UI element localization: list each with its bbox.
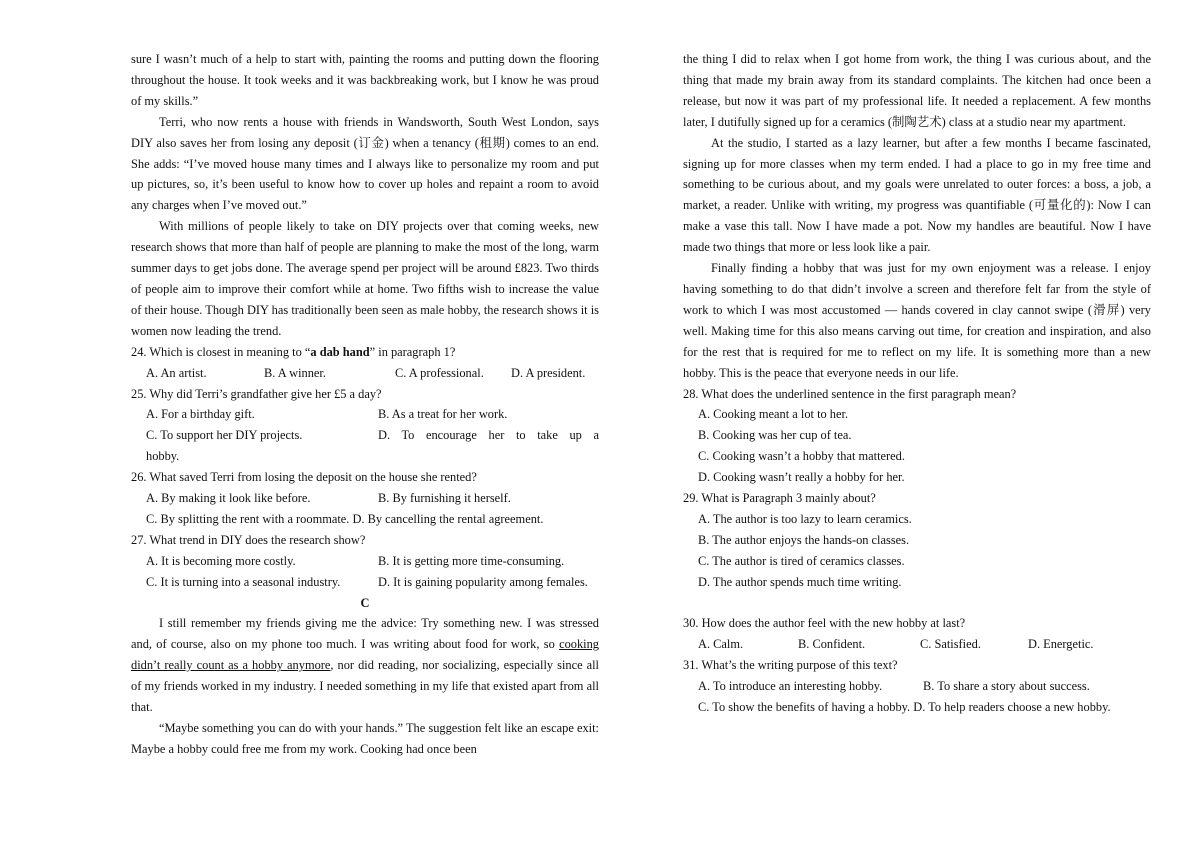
- question-25: 25. Why did Terri’s grandfather give her £5 a day?: [131, 386, 382, 401]
- option-25-c: C. To support her DIY projects.: [146, 428, 303, 443]
- option-29-a: A. The author is too lazy to learn ceramics.: [698, 511, 912, 526]
- section-c-paragraph-1: [131, 613, 599, 718]
- right-paragraph-3: Finally finding a hobby that was just for my own enjoyment was a release. I enjoy having something to do that didn’t involve a screen and therefore felt far from the style of work to which I was most accustomed — hands covered in clay cannot swipe (滑屏) very well. Making time for this also means carving out time, for creation and inspiration, and also for the rest that is required for me to reflect on my life. It is something more than a new hobby. This is the peace that everyone needs in our life.: [683, 261, 1151, 380]
- option-26-b: B. By furnishing it herself.: [378, 491, 511, 506]
- option-25-b: B. As a treat for her work.: [378, 407, 508, 422]
- question-30: 30. How does the author feel with the new hobby at last?: [683, 616, 966, 631]
- option-24-c: C. A professional.: [395, 365, 484, 380]
- option-30-b: B. Confident.: [798, 637, 866, 652]
- question-24-phrase: a dab hand: [310, 344, 370, 359]
- question-31: 31. What’s the writing purpose of this text?: [683, 658, 898, 673]
- option-29-b: B. The author enjoys the hands-on classes.: [698, 532, 910, 547]
- question-27-options-ab: [131, 551, 599, 572]
- section-c-paragraph-2: “Maybe something you can do with your hands.” The suggestion felt like an escape exit: Maybe a hobby could free me from my work. Cooking had once been: [131, 721, 599, 756]
- option-30-d: D. Energetic.: [1028, 637, 1094, 652]
- section-c-paragraph-1-end: , nor did reading, nor socializing, especially since all of my friends worked in my industry. I needed something in my life that existed apart from all that.: [131, 658, 600, 715]
- option-25-d: D. To encourage her to take up a hobby.: [146, 428, 599, 464]
- question-27-options-cd: [131, 572, 599, 593]
- spacer: [683, 593, 1151, 614]
- option-29-d: D. The author spends much time writing.: [698, 574, 902, 589]
- option-31-cd: C. To show the benefits of having a hobby. D. To help readers choose a new hobby.: [698, 700, 1111, 715]
- option-24-a: A. An artist.: [146, 365, 207, 380]
- section-c-heading: C: [360, 595, 370, 610]
- option-24-b: B. A winner.: [264, 365, 326, 380]
- option-28-c: C. Cooking wasn’t a hobby that mattered.: [698, 449, 905, 464]
- left-column: [131, 49, 599, 760]
- option-28-a: A. Cooking meant a lot to her.: [698, 407, 849, 422]
- left-paragraph-1: sure I wasn’t much of a help to start with, painting the rooms and putting down the flooring throughout the house. It took weeks and it was backbreaking work, but I know he was proud of my skills.”: [131, 52, 599, 108]
- question-30-options: [683, 634, 1151, 655]
- right-column: [683, 49, 1151, 718]
- question-26-options-ab: [131, 488, 599, 509]
- option-28-d: D. Cooking wasn’t really a hobby for her.: [698, 470, 905, 485]
- option-25-a: A. For a birthday gift.: [146, 407, 255, 422]
- option-27-b: B. It is getting more time-consuming.: [378, 553, 565, 568]
- option-30-a: A. Calm.: [698, 637, 744, 652]
- question-26: 26. What saved Terri from losing the deposit on the house she rented?: [131, 470, 477, 485]
- right-paragraph-1: the thing I did to relax when I got home from work, the thing I was curious about, and the thing that made my brain away from its standard complaints. The kitchen had once been a release, but now it was part of my professional life. It needed a replacement. A few months later, I dutifully signed up for a ceramics (制陶艺术) class at a studio near my apartment.: [683, 52, 1151, 129]
- option-31-a: A. To introduce an interesting hobby.: [698, 679, 883, 694]
- option-27-a: A. It is becoming more costly.: [146, 553, 296, 568]
- left-paragraph-3: With millions of people likely to take on DIY projects over that coming weeks, new research shows that more than half of people are planning to make the most of the long, warm summer days to get jobs done. The average spend per project will be around £823. Two thirds of people aim to improve their comfort while at home. Two fifths wish to increase the value of their house. Though DIY has traditionally been seen as male hobby, the research shows it is women now leading the trend.: [131, 219, 599, 338]
- question-31-options-ab: [683, 676, 1151, 697]
- question-29: 29. What is Paragraph 3 mainly about?: [683, 491, 876, 506]
- option-26-cd: C. By splitting the rent with a roommate. D. By cancelling the rental agreement.: [146, 511, 544, 526]
- question-24: [131, 342, 599, 363]
- underlined-sentence: cooking didn’t really count as a hobby anymore: [131, 637, 599, 673]
- option-29-c: C. The author is tired of ceramics classes.: [698, 553, 905, 568]
- right-paragraph-2: At the studio, I started as a lazy learner, but after a few months I became fascinated, signing up for more classes when my term ended. I had a place to go in my free time and something to be curious about, and my goals were unrelated to outer forces: a boss, a job, a market, a reader. Unlike with writing, my progress was quantifiable (可量化的): Now I can make a vase this tall. Now I have made a pot. Now my handles are beautiful. Now I have made two things that more or less look like a pair.: [683, 135, 1151, 255]
- option-25-cd: [131, 425, 599, 467]
- option-28-b: B. Cooking was her cup of tea.: [698, 428, 852, 443]
- option-31-b: B. To share a story about success.: [923, 679, 1090, 694]
- option-26-a: A. By making it look like before.: [146, 491, 311, 506]
- question-25-options-ab: [131, 404, 599, 425]
- option-24-d: D. A president.: [511, 365, 586, 380]
- question-28: 28. What does the underlined sentence in the first paragraph mean?: [683, 386, 1017, 401]
- question-24-text-start: 24. Which is closest in meaning to “: [131, 344, 311, 359]
- question-24-text-end: ” in paragraph 1?: [369, 344, 456, 359]
- section-c-paragraph-1-start: I still remember my friends giving me the advice: Try something new. I was stressed and, of course, also on my phone too much. I was writing about food for work, so: [131, 616, 599, 652]
- option-27-c: C. It is turning into a seasonal industry.: [146, 574, 341, 589]
- left-paragraph-2: Terri, who now rents a house with friends in Wandsworth, South West London, says DIY also saves her from losing any deposit (订金) when a tenancy (租期) comes to an end. She adds: “I’ve moved house many times and I always like to personalize my room and put up pictures, so, it’s been useful to know how to cover up holes and repaint a room to avoid any charges when I’ve moved out.”: [131, 114, 599, 213]
- option-30-c: C. Satisfied.: [920, 637, 981, 652]
- option-27-d: D. It is gaining popularity among females.: [378, 574, 588, 589]
- question-27: 27. What trend in DIY does the research show?: [131, 532, 366, 547]
- question-24-options: [131, 363, 599, 384]
